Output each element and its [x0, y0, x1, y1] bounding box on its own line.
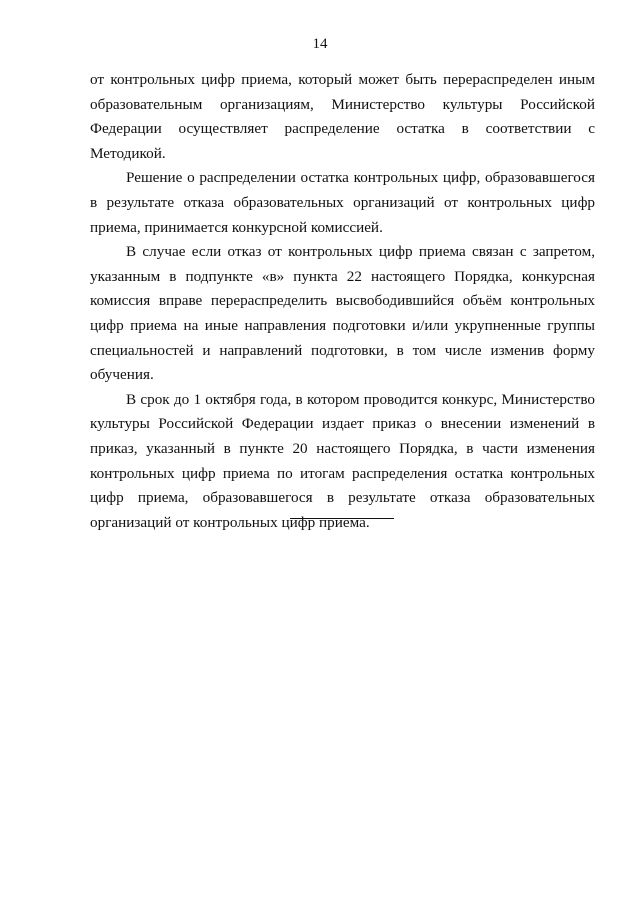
paragraph-1: от контрольных цифр приема, который может быть перераспределен иным образовательным организациям, Министерство культуры Российской Федерации осуществляет распределение остатка в соответствии с Методикой.: [90, 71, 595, 162]
paragraph-2: Решение о распределении остатка контрольных цифр, образовавшегося в результате отказа образовательных организаций от контрольных цифр приема, принимается конкурсной комиссией.: [90, 169, 595, 236]
page-number: 14: [312, 36, 328, 52]
paragraph-4: В срок до 1 октября года, в котором проводится конкурс, Министерство культуры Российской Федерации издает приказ о внесении изменений в приказ, указанный в пункте 20 настоящего Порядка, в части изменения контрольных цифр приема по итогам распределения остатка контрольных цифр приема, образовавшегося в результате отказа образовательных организаций от контрольных цифр приема.: [90, 390, 595, 531]
document-body: [90, 68, 595, 535]
paragraph-3: В случае если отказ от контрольных цифр приема связан с запретом, указанным в подпункте «в» пункта 22 настоящего Порядка, конкурсная комиссия вправе перераспределить высвободившийся объём контрольных цифр приема на иные направления подготовки и/или укрупненные группы специальностей и направлений подготовки, в том числе изменив форму обучения.: [90, 243, 595, 384]
end-of-text-divider: [290, 518, 394, 519]
